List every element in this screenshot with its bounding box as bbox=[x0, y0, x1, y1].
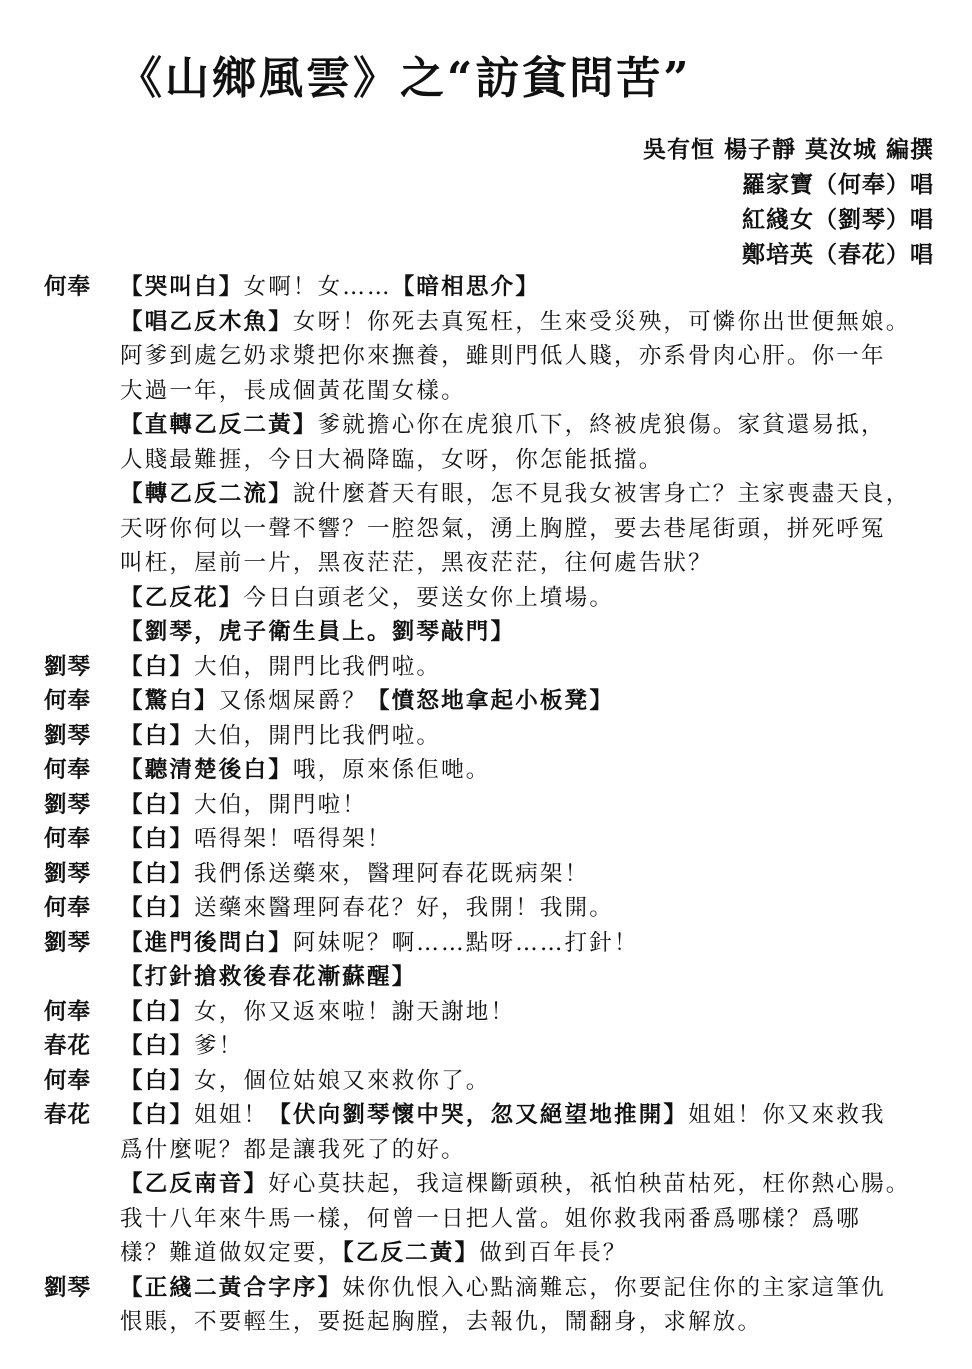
stage-direction: 【正綫二黃合字序】 bbox=[120, 1274, 343, 1301]
line-text bbox=[120, 1271, 886, 1306]
speaker-name: 劉琴 bbox=[44, 653, 92, 680]
credit-editors: 吳有恒 楊子靜 莫汝城 編撰 bbox=[642, 136, 934, 163]
lyric-text: 今日白頭老父，要送女你上墳場。 bbox=[243, 584, 615, 611]
line-text bbox=[120, 719, 441, 754]
script-line bbox=[44, 891, 944, 926]
line-text bbox=[120, 581, 614, 616]
lyric-text: 大過一年，長成個黃花閨女樣。 bbox=[120, 377, 466, 404]
line-text bbox=[120, 546, 713, 581]
script-line bbox=[44, 581, 944, 616]
script-line bbox=[44, 753, 944, 788]
line-text bbox=[120, 926, 639, 961]
lyric-text: 好心莫扶起，我這棵斷頭秧，祇怕秧苗枯死，枉你熱心腸。 bbox=[268, 1171, 911, 1197]
line-text bbox=[120, 995, 515, 1030]
script-body bbox=[44, 270, 944, 1340]
script-line bbox=[44, 1305, 944, 1340]
speaker-name: 何奉 bbox=[44, 998, 92, 1025]
lyric-text: 爹！ bbox=[194, 1033, 244, 1059]
line-text bbox=[120, 1064, 491, 1099]
line-text bbox=[120, 408, 886, 443]
script-line bbox=[44, 615, 944, 650]
script-line bbox=[44, 926, 944, 961]
speaker-name: 何奉 bbox=[44, 895, 92, 921]
stage-direction: 【劉琴，虎子衛生員上。劉琴敲門】 bbox=[120, 619, 516, 645]
script-line bbox=[44, 995, 944, 1030]
lyric-text: 爲什麼呢？都是讓我死了的好。 bbox=[120, 1136, 466, 1163]
lyric-text: 我十八年來牛馬一樣，何曾一日把人當。姐你救我兩番爲哪樣？爲哪 bbox=[120, 1205, 862, 1232]
line-text bbox=[120, 788, 367, 823]
speaker-name: 何奉 bbox=[44, 1067, 92, 1094]
stage-direction: 【進門後問白】 bbox=[120, 929, 293, 956]
stage-direction: 【白】 bbox=[120, 1067, 195, 1094]
script-line bbox=[44, 1029, 944, 1064]
script-line bbox=[44, 1064, 944, 1099]
line-text bbox=[120, 443, 663, 478]
line-text bbox=[120, 1236, 627, 1271]
lyric-text: 大伯，開門比我們啦。 bbox=[194, 653, 442, 680]
stage-direction: 【哭叫白】 bbox=[120, 274, 244, 300]
lyric-text: 送藥來醫理阿春花？好，我開！我開。 bbox=[194, 895, 615, 921]
script-line bbox=[44, 270, 944, 305]
script-line bbox=[44, 857, 944, 892]
script-line bbox=[44, 512, 944, 547]
line-text bbox=[120, 650, 441, 685]
lyric-text: 女呀！你死去真冤枉，生來受災殃，可憐你出世便無娘。 bbox=[292, 308, 911, 335]
line-text bbox=[120, 305, 910, 340]
lyric-text: 樣？難道做奴定要， bbox=[120, 1240, 343, 1266]
stage-direction: 【白】 bbox=[120, 722, 195, 749]
stage-direction: 【乙反南音】 bbox=[120, 1171, 269, 1197]
lyric-text: 姐姐！ bbox=[194, 1102, 269, 1128]
lyric-text: 叫枉，屋前一片，黑夜茫茫，黑夜茫茫，往何處告狀？ bbox=[120, 550, 713, 576]
script-line bbox=[44, 339, 944, 374]
credit-singer: 紅綫女（劉琴）唱 bbox=[742, 206, 934, 233]
lyric-text: 女啊！女…… bbox=[243, 274, 392, 300]
script-line bbox=[44, 1098, 944, 1133]
speaker-name: 劉琴 bbox=[44, 791, 92, 818]
script-line bbox=[44, 1271, 944, 1306]
stage-direction: 【暗相思介】 bbox=[391, 274, 540, 300]
script-line bbox=[44, 650, 944, 685]
lyric-text: 哦，原來係佢哋。 bbox=[292, 757, 491, 783]
stage-direction: 【憤怒地拿起小板凳】 bbox=[367, 688, 615, 714]
document-title: 《山鄉風雲》之“訪貧問苦” bbox=[118, 53, 692, 104]
speaker-name: 何奉 bbox=[44, 274, 92, 300]
stage-direction: 【打針搶救後春花漸蘇醒】 bbox=[120, 964, 417, 990]
stage-direction: 【白】 bbox=[120, 998, 195, 1025]
script-line bbox=[44, 1167, 944, 1202]
credit-singer: 鄭培英（春花）唱 bbox=[742, 241, 934, 268]
lyric-text: 爹就擔心你在虎狼爪下，終被虎狼傷。家貧還易抵， bbox=[317, 412, 886, 438]
speaker-name: 劉琴 bbox=[44, 860, 92, 887]
credits bbox=[643, 132, 934, 272]
stage-direction: 【白】 bbox=[120, 895, 195, 921]
stage-direction: 【唱乙反木魚】 bbox=[120, 308, 293, 335]
lyric-text: 我們係送藥來，醫理阿春花既病架！ bbox=[194, 860, 590, 887]
lyric-text: 阿爹到處乞奶求漿把你來撫養，雖則門低人賤，亦系骨肉心肝。你一年 bbox=[120, 343, 886, 369]
script-line bbox=[44, 374, 944, 409]
stage-direction: 【轉乙反二流】 bbox=[120, 481, 293, 507]
stage-direction: 【乙反二黃】 bbox=[342, 1240, 480, 1266]
line-text bbox=[120, 753, 491, 788]
line-text bbox=[120, 374, 466, 409]
speaker-name: 春花 bbox=[44, 1102, 92, 1128]
line-text bbox=[120, 270, 540, 305]
lyric-text: 姐姐！你又來救我 bbox=[688, 1102, 886, 1128]
line-text bbox=[120, 1029, 244, 1064]
line-text bbox=[120, 1202, 861, 1237]
script-line bbox=[44, 684, 944, 719]
lyric-text: 阿妹呢？啊……點呀……打針！ bbox=[292, 929, 639, 956]
script-line bbox=[44, 305, 944, 340]
line-text bbox=[120, 615, 515, 650]
script-line bbox=[44, 546, 944, 581]
lyric-text: 女，個位姑娘又來救你了。 bbox=[194, 1067, 491, 1094]
script-line bbox=[44, 1236, 944, 1271]
lyric-text: 做到百年長？ bbox=[479, 1240, 628, 1266]
script-line bbox=[44, 1133, 944, 1168]
line-text bbox=[120, 1305, 762, 1340]
line-text bbox=[120, 1167, 910, 1202]
stage-direction: 【聽清楚後白】 bbox=[120, 757, 293, 783]
line-text bbox=[120, 512, 886, 547]
lyric-text: 人賤最難捱，今日大禍降臨，女呀，你怎能抵擋。 bbox=[120, 446, 664, 473]
line-text bbox=[120, 891, 614, 926]
script-line bbox=[44, 443, 944, 478]
lyric-text: 唔得架！唔得架！ bbox=[194, 826, 392, 852]
script-line bbox=[44, 822, 944, 857]
lyric-text: 恨賬，不要輕生，要挺起胸膛，去報仇，鬧翻身，求解放。 bbox=[120, 1309, 763, 1335]
script-line bbox=[44, 788, 944, 823]
stage-direction: 【白】 bbox=[120, 653, 195, 680]
stage-direction: 【白】 bbox=[120, 1033, 195, 1059]
lyric-text: 妹你仇恨入心點滴難忘，你要記住你的主家這筆仇 bbox=[342, 1274, 886, 1301]
lyric-text: 女，你又返來啦！謝天謝地！ bbox=[194, 998, 516, 1025]
lyric-text: 說什麼蒼天有眼，怎不見我女被害身亡？主家喪盡天良， bbox=[292, 481, 911, 507]
speaker-name: 何奉 bbox=[44, 688, 92, 714]
speaker-name: 何奉 bbox=[44, 757, 92, 783]
stage-direction: 【直轉乙反二黃】 bbox=[120, 412, 318, 438]
script-line bbox=[44, 477, 944, 512]
line-text bbox=[120, 822, 392, 857]
stage-direction: 【白】 bbox=[120, 860, 195, 887]
lyric-text: 大伯，開門啦！ bbox=[194, 791, 368, 818]
script-line bbox=[44, 408, 944, 443]
stage-direction: 【白】 bbox=[120, 826, 195, 852]
stage-direction: 【乙反花】 bbox=[120, 584, 244, 611]
script-line bbox=[44, 719, 944, 754]
line-text bbox=[120, 684, 614, 719]
speaker-name: 劉琴 bbox=[44, 1274, 92, 1301]
speaker-name: 何奉 bbox=[44, 826, 92, 852]
lyric-text: 又係烟屎爵？ bbox=[218, 688, 368, 714]
script-line bbox=[44, 960, 944, 995]
script-line bbox=[44, 1202, 944, 1237]
line-text bbox=[120, 339, 886, 374]
line-text bbox=[120, 1133, 466, 1168]
speaker-name: 春花 bbox=[44, 1033, 92, 1059]
speaker-name: 劉琴 bbox=[44, 722, 92, 749]
lyric-text: 大伯，開門比我們啦。 bbox=[194, 722, 442, 749]
stage-direction: 【白】 bbox=[120, 1102, 195, 1128]
line-text bbox=[120, 477, 910, 512]
stage-direction: 【白】 bbox=[120, 791, 195, 818]
stage-direction: 【驚白】 bbox=[120, 688, 219, 714]
stage-direction: 【伏向劉琴懷中哭，忽又絕望地推開】 bbox=[268, 1102, 689, 1128]
lyric-text: 天呀你何以一聲不響？一腔怨氣，湧上胸膛，要去巷尾街頭，拼死呼冤 bbox=[120, 515, 886, 542]
speaker-name: 劉琴 bbox=[44, 929, 92, 956]
line-text bbox=[120, 857, 589, 892]
line-text bbox=[120, 960, 416, 995]
credit-singer: 羅家寶（何奉）唱 bbox=[742, 171, 934, 198]
line-text bbox=[120, 1098, 886, 1133]
